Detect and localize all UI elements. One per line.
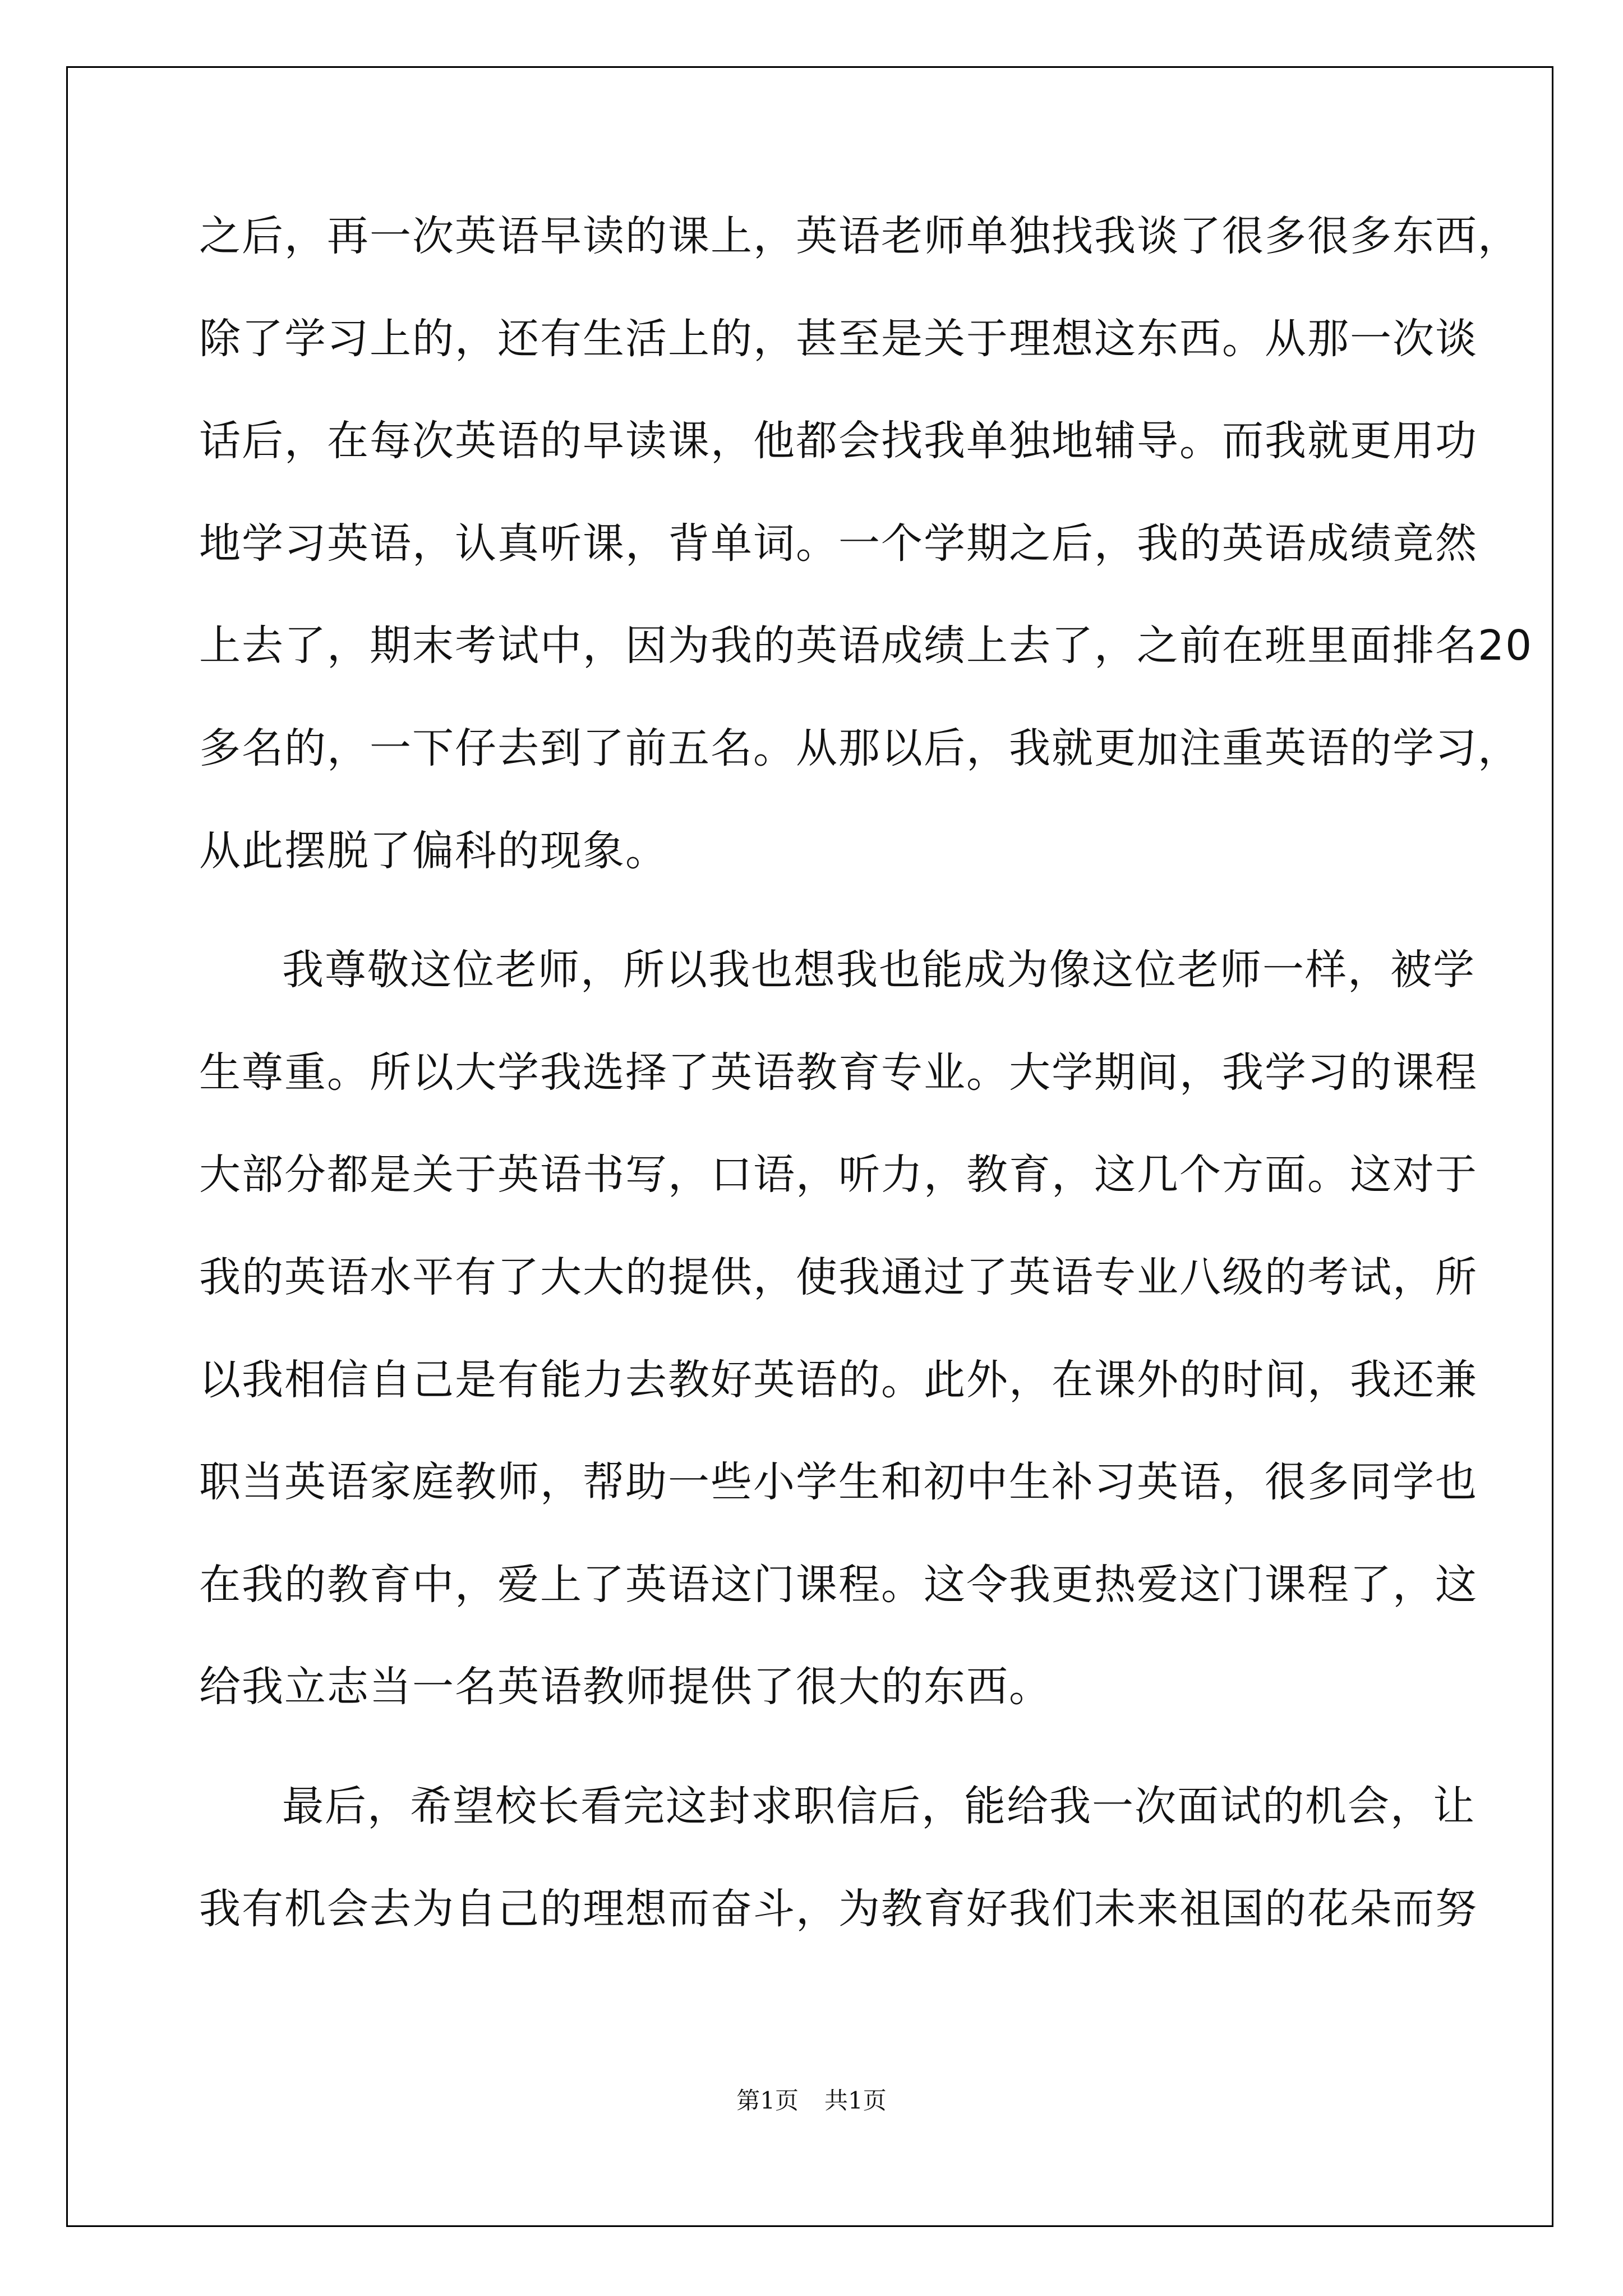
text-line: 多名的，一下仔去到了前五名。从那以后，我就更加注重英语的学习， [199,724,1520,772]
text-line: 我的英语水平有了大大的提供，使我通过了英语专业八级的考试，所 [199,1253,1478,1301]
text-line: 职当英语家庭教师，帮助一些小学生和初中生补习英语，很多同学也 [199,1458,1478,1507]
paragraph-3 [199,1755,1478,1960]
page-total: 共1页 [824,2087,887,2114]
text-line: 在我的教育中，爱上了英语这门课程。这令我更热爱这门课程了，这 [199,1560,1478,1609]
text-line: 大部分都是关于英语书写，口语，听力，教育，这几个方面。这对于 [199,1151,1478,1199]
text-line: 我尊敬这位老师，所以我也想我也能成为像这位老师一样，被学 [282,946,1476,995]
text-line: 以我相信自己是有能力去教好英语的。此外，在课外的时间，我还兼 [199,1355,1478,1404]
text-line: 生尊重。所以大学我选择了英语教育专业。大学期间，我学习的课程 [199,1048,1478,1097]
text-line: 除了学习上的，还有生活上的，甚至是关于理想这东西。从那一次谈 [199,314,1478,363]
text-line: 给我立志当一名英语教师提供了很大的东西。 [199,1663,1052,1711]
text-line: 地学习英语，认真听课，背单词。一个学期之后，我的英语成绩竟然 [199,519,1478,568]
text-line: 上去了，期末考试中，因为我的英语成绩上去了，之前在班里面排名20 [199,622,1533,670]
text-line: 从此摆脱了偏科的现象。 [199,826,668,875]
document-body [199,185,1533,1960]
text-line: 我有机会去为自己的理想而奋斗，为教育好我们未来祖国的花朵而努 [199,1884,1478,1933]
paragraph-1 [199,185,1533,902]
page-footer [0,2082,1623,2116]
text-line: 之后，再一次英语早读的课上，英语老师单独找我谈了很多很多东西， [199,212,1520,260]
text-line: 最后，希望校长看完这封求职信后，能给我一次面试的机会，让 [282,1782,1476,1830]
text-line: 话后，在每次英语的早读课，他都会找我单独地辅导。而我就更用功 [199,417,1478,466]
page-number: 第1页 [736,2087,799,2114]
paragraph-2 [199,919,1478,1738]
